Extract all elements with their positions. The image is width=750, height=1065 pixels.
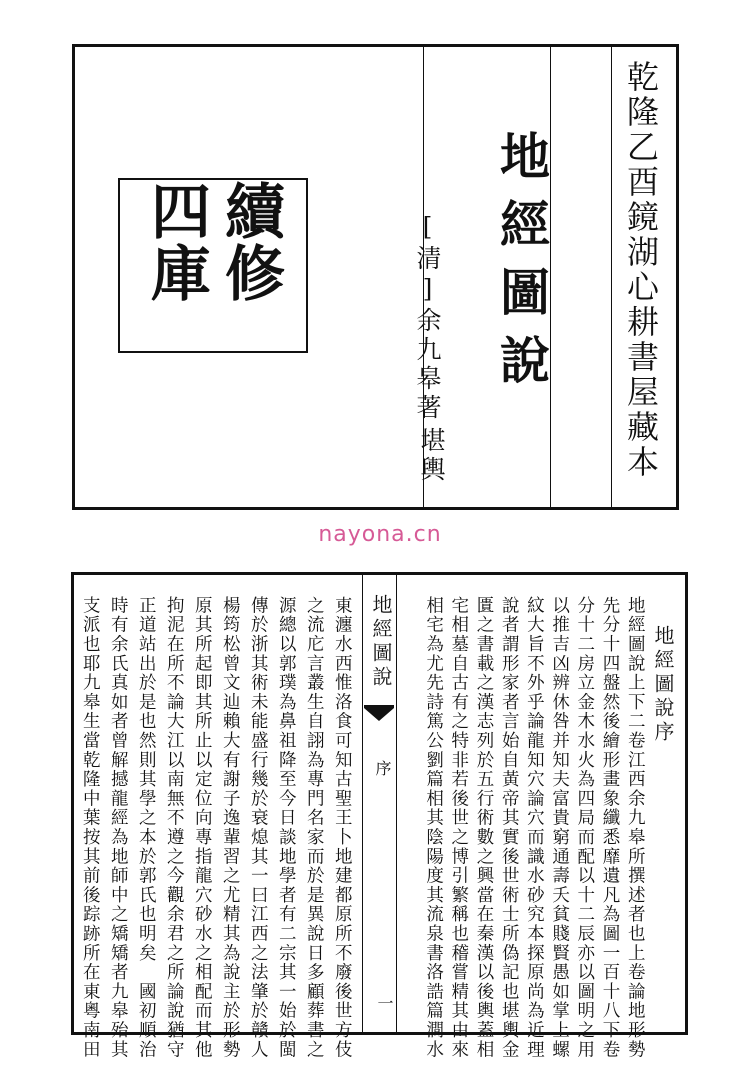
preface-column: 時有余氏真如者曾解撼龍經為地師中之矯矯者九皋殆其 <box>108 596 129 1060</box>
gutter-page-number: 一 <box>375 995 394 1011</box>
gutter-line <box>396 572 397 1035</box>
gutter-line <box>362 572 363 1035</box>
preface-column: 說者謂形家者言始自黃帝其實後世術士所偽記也堪輿金 <box>499 596 520 1060</box>
preface-column: 支派也耶九皋生當乾隆中葉按其前後踪跡所在東粵南田 <box>80 596 101 1060</box>
preface-column: 以推吉凶辨休咎并知夫富貴窮通壽夭貧賤賢愚如掌上螺 <box>549 596 570 1060</box>
preface-column: 源總以郭璞為鼻祖降至今日談地學者有二宗其一始於閩 <box>276 596 297 1060</box>
book-title: 地經圖說 <box>492 130 551 402</box>
preface-column: 紋大旨不外乎論龍知穴論穴而識水砂究本探原尚為近理 <box>524 596 545 1060</box>
preface-column: 匱之書載之漢志列於五行術數之興當在秦漢以後輿蓋相 <box>474 596 494 1060</box>
preface-column: 東瀍水西惟洛食可知古聖王卜地建都原所不廢後世方伎 <box>332 596 353 1060</box>
fishtail-mark <box>364 705 394 723</box>
preface-heading: 地經圖說序 <box>651 625 675 745</box>
seal-glyphs: 續修四庫 <box>141 180 285 304</box>
preface-column: 原其所起即其所止以定位向專指龍穴砂水之相配而其他 <box>192 596 213 1060</box>
gutter-section: 序 <box>373 760 392 776</box>
preface-column: 傳於浙其術未能盛行幾於衰熄其一曰江西之法肇於贛人 <box>248 596 269 1060</box>
seal-stamp <box>118 178 308 353</box>
author-line: [清]余九皋著 <box>413 212 442 423</box>
gutter-title: 地經圖說 <box>369 594 393 690</box>
preface-column: 分十二房立金木水火為四局而配以十二辰亦以圖明之用 <box>574 596 595 1060</box>
preface-column: 地經圖說上下二卷江西余九皋所撰述者也上卷論地形勢 <box>625 596 646 1060</box>
edition-label: 乾隆乙酉鏡湖心耕書屋藏本 <box>622 60 660 480</box>
preface-column: 正道站出於是也然則其學之本於郭氏也明矣 國初順治 <box>136 596 157 1060</box>
preface-column: 楊筠松曾文辿賴大有謝子逸輩習之尤精其為說主於形勢 <box>220 596 241 1060</box>
preface-column: 先分十四盤然後繪形畫象纖悉靡遺凡為圖一百十八下卷 <box>600 596 620 1060</box>
category-label: 堪輿 <box>417 427 446 485</box>
preface-column: 相宅為尤先詩篤公劉篇相其陰陽度其流泉書洛誥篇澗水 <box>423 596 444 1060</box>
watermark: nayona.cn <box>318 522 442 547</box>
preface-column: 之流庀言叢生自詡為專門名家而於是異說日多顧葬書之 <box>304 596 325 1060</box>
preface-column: 宅相墓自古有之特非若後世之博引繁稱也稽嘗精其由來 <box>448 596 469 1060</box>
preface-column: 拘泥在所不論大江以南無不遵之今觀余君之所論說猶守 <box>164 596 185 1060</box>
cover-divider <box>611 47 612 507</box>
